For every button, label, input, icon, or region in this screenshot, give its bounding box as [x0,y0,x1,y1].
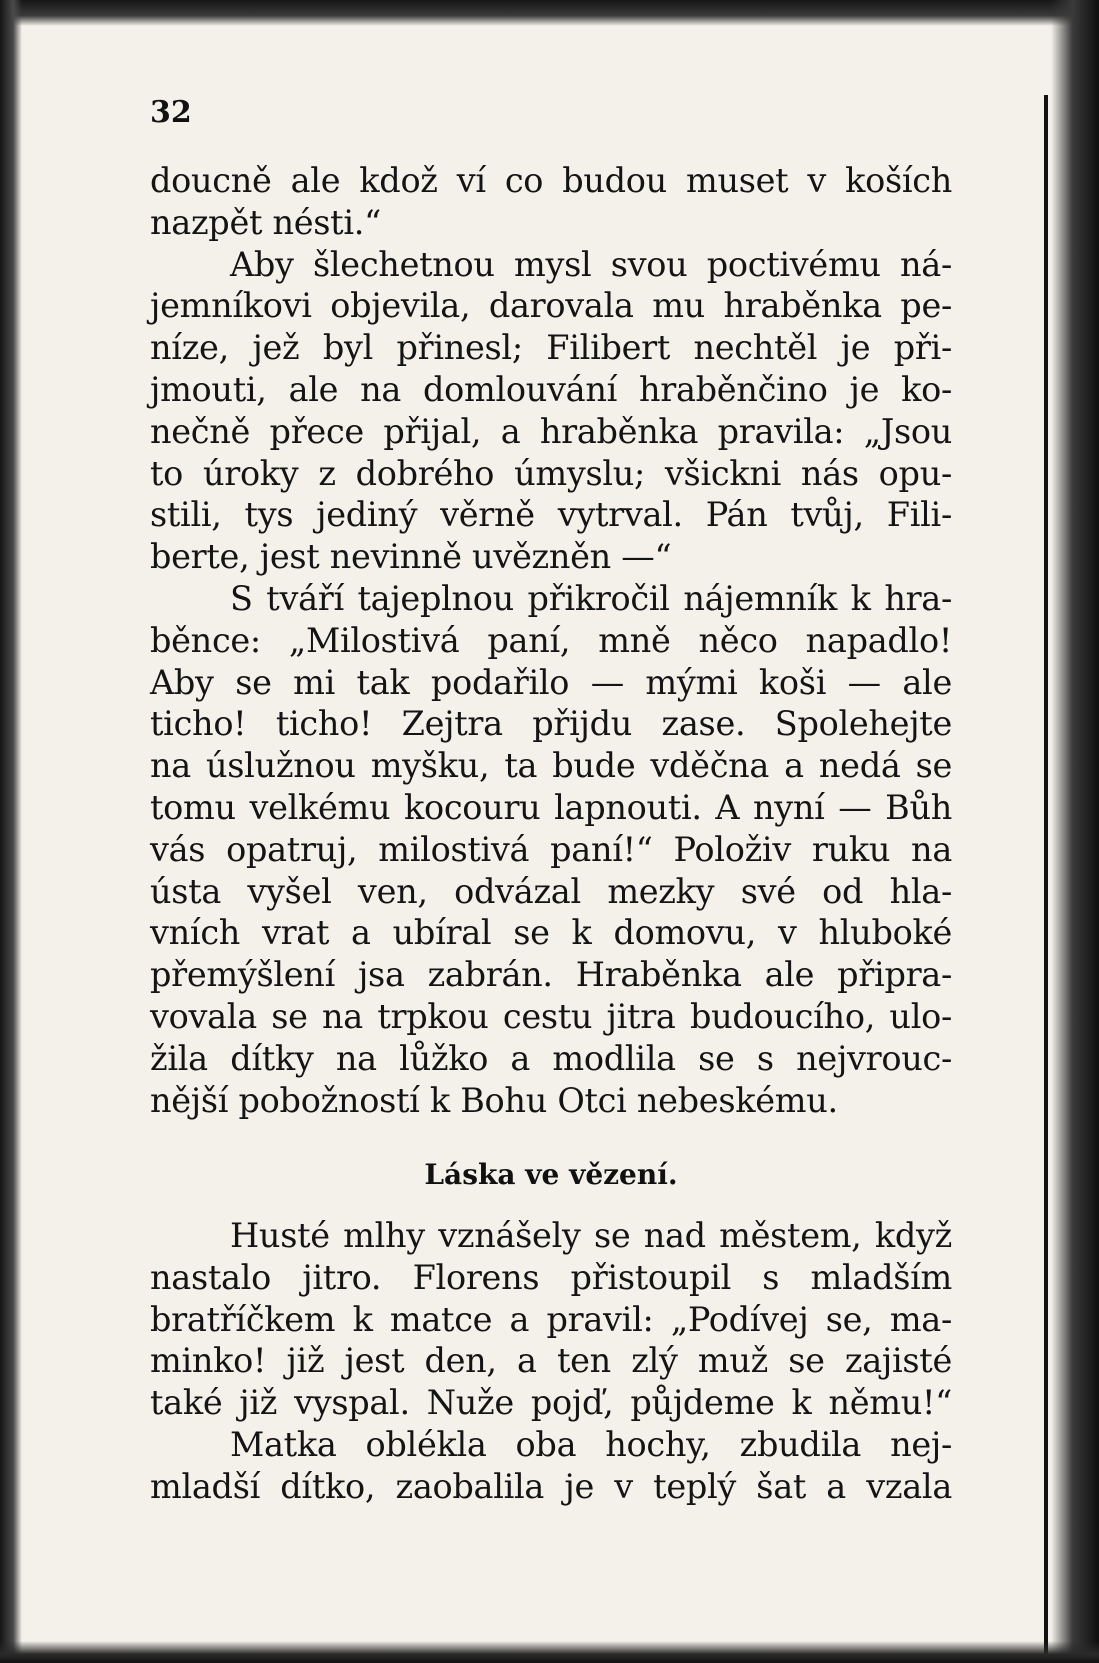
text-line: nastalo jitro. Florens přistoupil s mladším [150,1257,952,1297]
text-line: ticho! ticho! Zejtra přijdu zase. Spolehejte [150,704,952,744]
text-line: níze, jež byl přinesl; Filibert nechtěl je při- [150,328,952,368]
text-line: ústa vyšel ven, odvázal mezky své od hla- [150,871,952,911]
text-line: Aby se mi tak podařilo — mými koši — ale [150,662,952,702]
text-line: žila dítky na lůžko a modlila se s nejvrouc- [150,1038,952,1078]
page-number: 32 [150,95,192,130]
text-line: to úroky z dobrého úmyslu; všickni nás opu- [150,453,952,493]
chapter-heading: Láska ve vězení. [424,1158,678,1191]
scan-edge-bottom [0,1641,1099,1663]
scan-edge-right-line [1044,95,1048,1655]
text-line: běnce: „Milostivá paní, mně něco napadlo! [150,620,952,660]
text-line: jemníkovi objevila, darovala mu hraběnka pe- [150,286,952,326]
text-line: mladší dítko, zaobalila je v teplý šat a vzala [150,1466,952,1506]
text-line: nečně přece přijal, a hraběnka pravila: „Jsou [150,411,952,451]
scan-edge-top [0,0,1099,26]
text-line: přemýšlení jsa zabrán. Hraběnka ale připra- [150,955,952,995]
text-line: nazpět nésti.“ [150,202,381,242]
scan-edge-right [1051,0,1099,1663]
text-line: Aby šlechetnou mysl svou poctivému ná- [230,244,952,284]
text-line: na úslužnou myšku, ta bude vděčna a nedá se [150,746,952,786]
text-line: vovala se na trpkou cestu jitra budoucího, ulo- [150,996,952,1036]
text-line: vních vrat a ubíral se k domovu, v hluboké [150,913,952,953]
text-line: berte, jest nevinně uvězněn —“ [150,537,672,577]
chapter-heading-wrap [150,1155,952,1195]
text-line: jmouti, ale na domlouvání hraběnčino je ko- [150,369,952,409]
body-text-section-1 [150,160,952,1121]
text-line: doucně ale kdož ví co budou muset v koších [150,161,952,200]
body-text-section-2 [150,1215,952,1508]
text-line: vás opatruj, milostivá paní!“ Položiv ruku na [150,829,952,869]
text-line: také již vyspal. Nuže pojď, půjdeme k němu!“ [150,1383,952,1423]
text-line: nější pobožností k Bohu Otci nebeskému. [150,1080,838,1120]
text-line: Matka oblékla oba hochy, zbudila nej- [230,1424,952,1464]
text-line: tomu velkému kocouru lapnouti. A nyní — Bůh [150,787,952,827]
text-line: S tváří tajeplnou přikročil nájemník k hra- [230,578,952,618]
scan-edge-left [0,0,22,1663]
text-line: minko! již jest den, a ten zlý muž se zajisté [150,1341,952,1381]
text-line: Husté mlhy vznášely se nad městem, když [230,1216,952,1255]
text-line: bratříčkem k matce a pravil: „Podívej se, ma- [150,1299,952,1339]
text-line: stili, tys jediný věrně vytrval. Pán tvůj, Fili- [150,495,952,535]
